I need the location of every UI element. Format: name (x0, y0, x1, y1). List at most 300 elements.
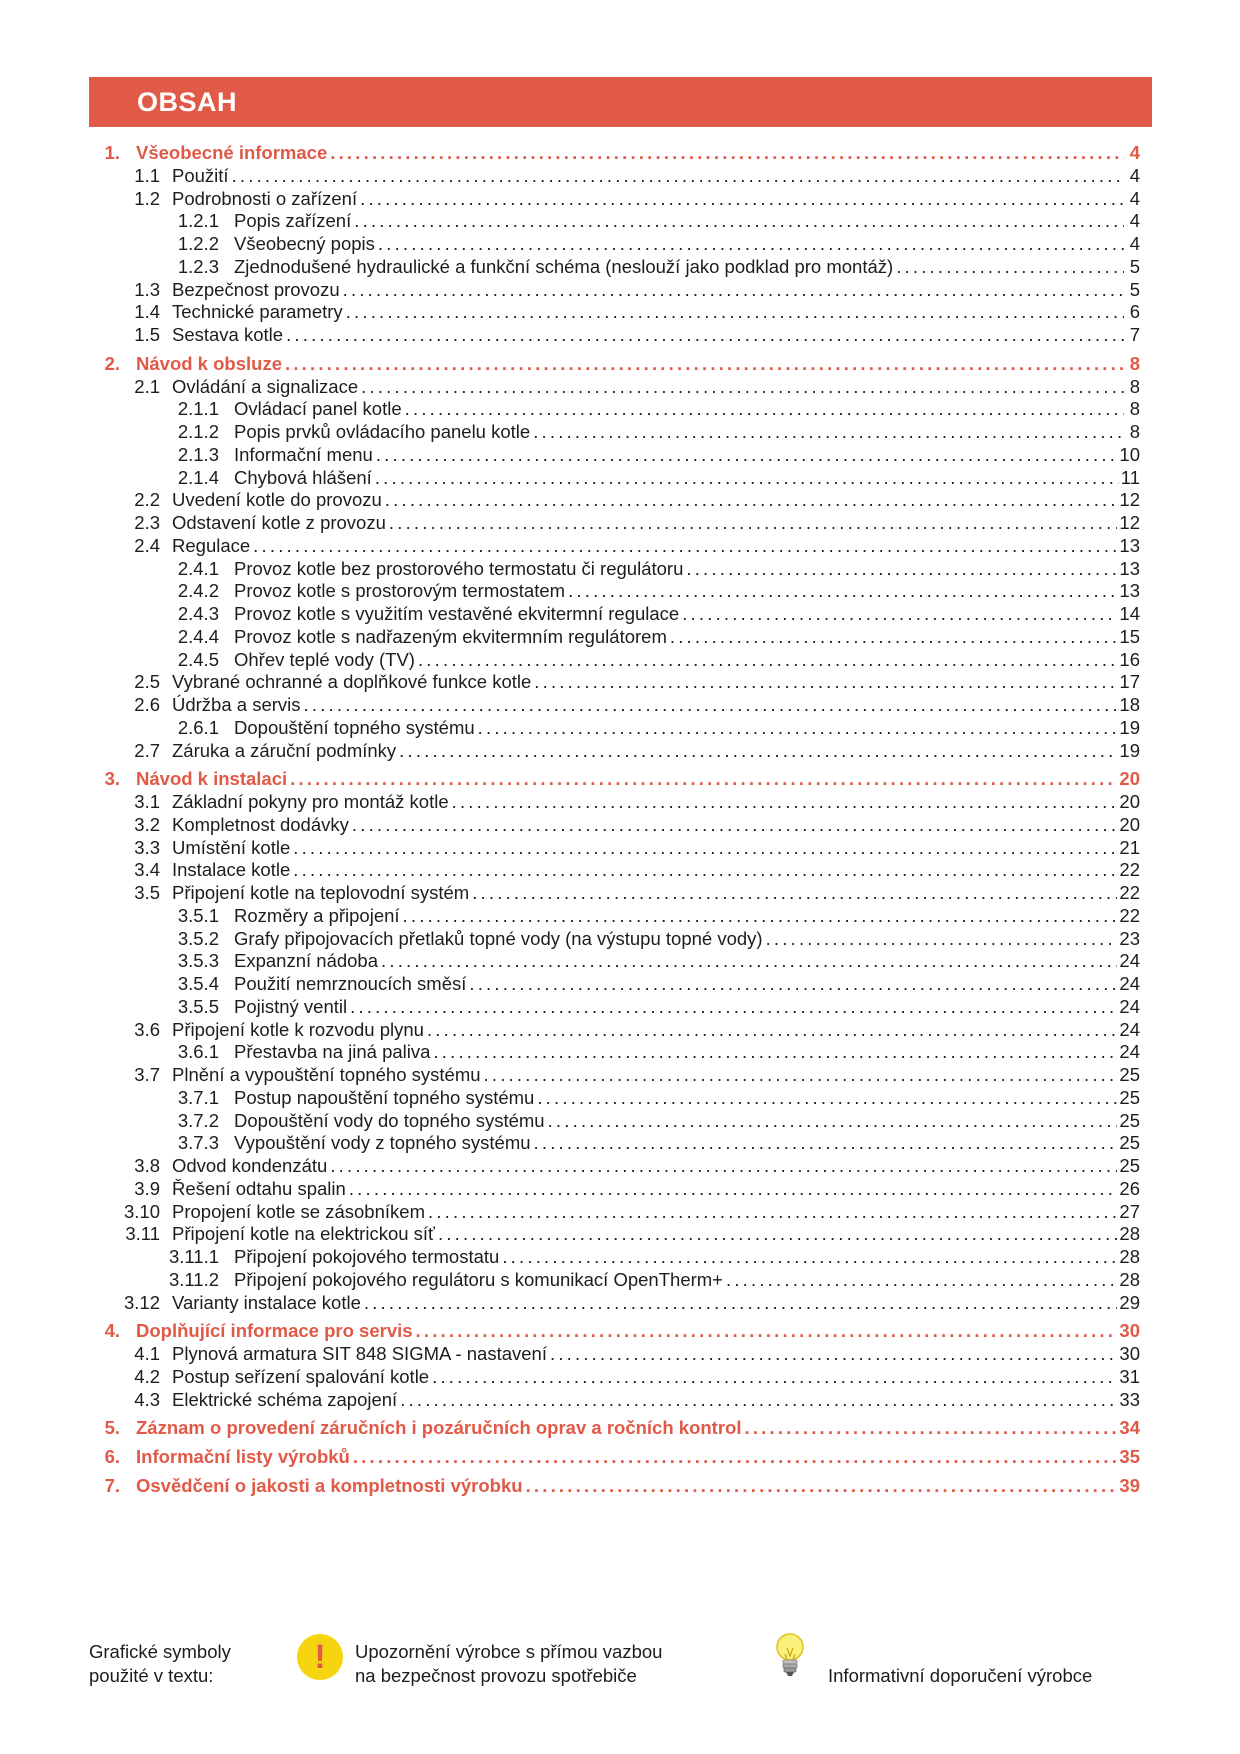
toc-page-number: 4 (1129, 164, 1140, 186)
toc-title: Záznam o provedení záručních i pozáručních oprav a ročních kontrol (136, 1417, 742, 1439)
toc-page-number: 24 (1119, 973, 1140, 994)
toc-row[interactable] (90, 444, 1140, 467)
toc-number: 3.5 (134, 882, 160, 903)
toc-page-number: 10 (1119, 443, 1140, 465)
toc-dot-leader (304, 694, 1118, 717)
warning-legend-text (355, 1640, 662, 1688)
toc-page-number: 28 (1119, 1246, 1140, 1267)
toc-page-number: 12 (1119, 489, 1140, 511)
toc-page-number: 13 (1119, 534, 1140, 556)
toc-title: Provoz kotle s prostorovým termostatem (234, 580, 566, 602)
toc-number: 3.5.5 (177, 995, 219, 1017)
toc-dot-leader (293, 859, 1117, 882)
toc-title: Provoz kotle s využitím vestavěné ekvitermní regulace (234, 603, 680, 624)
toc-number: 3.6.1 (177, 1041, 219, 1063)
toc-row[interactable] (90, 1019, 1140, 1042)
toc-chapter-row[interactable] (90, 1417, 1140, 1440)
toc-title: Zjednodušené hydraulické a funkční schéma (neslouží jako podklad pro montáž) (234, 255, 894, 277)
table-of-contents (90, 142, 1140, 1498)
info-legend-text: Informativní doporučení výrobce (828, 1665, 1093, 1686)
toc-page-number: 8 (1129, 352, 1140, 374)
toc-dot-leader (352, 814, 1118, 837)
toc-dot-leader (375, 467, 1119, 490)
toc-title: Technické parametry (172, 301, 343, 323)
toc-dot-leader (682, 603, 1117, 626)
symbols-legend-label (89, 1640, 289, 1688)
toc-dot-leader (416, 1320, 1118, 1343)
toc-row[interactable] (90, 837, 1140, 860)
toc-page-number: 19 (1119, 716, 1140, 738)
toc-row[interactable] (90, 324, 1140, 347)
toc-page-number: 21 (1119, 836, 1140, 858)
toc-page-number: 8 (1129, 398, 1140, 420)
toc-dot-leader (478, 717, 1118, 740)
toc-title: Návod k obsluze (136, 352, 282, 374)
toc-title: Provoz kotle s nadřazeným ekvitermním regulátorem (234, 625, 667, 647)
toc-title: Elektrické schéma zapojení (172, 1388, 398, 1410)
toc-page-number: 4 (1129, 187, 1140, 209)
toc-row[interactable] (90, 1201, 1140, 1224)
toc-page-number: 19 (1119, 739, 1140, 761)
toc-dot-leader (418, 649, 1117, 672)
toc-dot-leader (472, 882, 1117, 905)
toc-row[interactable] (90, 996, 1140, 1019)
toc-number: 3.12 (123, 1291, 160, 1313)
toc-page-number: 22 (1119, 859, 1140, 881)
toc-row[interactable] (90, 671, 1140, 694)
toc-dot-leader (285, 353, 1124, 376)
toc-number: 3.6 (134, 1018, 160, 1040)
toc-page-number: 35 (1119, 1446, 1140, 1467)
toc-number: 2.2 (134, 489, 160, 511)
toc-title: Připojení kotle na teplovodní systém (172, 882, 470, 903)
toc-number: 2.1.3 (177, 443, 219, 465)
toc-dot-leader (353, 1446, 1118, 1469)
toc-page-number: 8 (1129, 375, 1140, 397)
toc-title: Postup seřízení spalování kotle (172, 1365, 430, 1387)
toc-page-number: 14 (1119, 603, 1140, 624)
toc-dot-leader (403, 905, 1118, 928)
toc-title: Ovládací panel kotle (234, 398, 402, 420)
toc-row[interactable] (90, 301, 1140, 324)
toc-title: Plynová armatura SIT 848 SIGMA - nastavení (172, 1343, 547, 1364)
toc-dot-leader (550, 1343, 1117, 1366)
toc-dot-leader (350, 996, 1117, 1019)
toc-dot-leader (385, 489, 1118, 512)
toc-row[interactable] (90, 467, 1140, 490)
toc-title: Popis prvků ovládacího panelu kotle (234, 421, 531, 442)
toc-number: 2.5 (134, 671, 160, 693)
toc-number: 3.7 (134, 1064, 160, 1085)
contents-header-bar (89, 77, 1152, 127)
toc-number: 2.3 (134, 512, 160, 533)
toc-number: 3.10 (123, 1200, 160, 1222)
toc-row[interactable] (90, 694, 1140, 717)
toc-number: 4.3 (134, 1388, 160, 1410)
toc-row[interactable] (90, 1366, 1140, 1389)
toc-dot-leader (364, 1292, 1118, 1315)
toc-row[interactable] (90, 882, 1140, 905)
toc-number: 7. (104, 1474, 120, 1496)
toc-number: 3.1 (134, 791, 160, 812)
toc-dot-leader (896, 256, 1124, 279)
toc-row[interactable] (90, 210, 1140, 233)
toc-chapter-row[interactable] (90, 1475, 1140, 1498)
toc-title: Informační menu (234, 443, 373, 465)
toc-chapter-row[interactable] (90, 1320, 1140, 1343)
toc-row[interactable] (90, 905, 1140, 928)
toc-page-number: 15 (1119, 625, 1140, 647)
toc-title: Doplňující informace pro servis (136, 1320, 413, 1342)
toc-title: Ohřev teplé vody (TV) (234, 648, 415, 670)
toc-dot-leader (534, 1132, 1118, 1155)
toc-dot-leader (330, 142, 1124, 165)
toc-row[interactable] (90, 535, 1140, 558)
toc-row[interactable] (90, 398, 1140, 421)
toc-dot-leader (286, 324, 1124, 347)
toc-number: 2.7 (134, 739, 160, 761)
toc-page-number: 25 (1119, 1109, 1140, 1131)
toc-row[interactable] (90, 1041, 1140, 1064)
toc-number: 3.7.1 (177, 1086, 219, 1108)
toc-dot-leader (389, 512, 1118, 535)
toc-number: 3.5.2 (177, 927, 219, 949)
toc-number: 2.1.1 (177, 398, 219, 420)
toc-page-number: 34 (1119, 1417, 1140, 1439)
toc-dot-leader (670, 626, 1118, 649)
toc-title: Chybová hlášení (234, 466, 372, 488)
toc-page-number: 30 (1119, 1320, 1140, 1342)
toc-page-number: 25 (1119, 1155, 1140, 1176)
toc-dot-leader (548, 1110, 1118, 1133)
toc-dot-leader (502, 1246, 1117, 1269)
toc-dot-leader (533, 421, 1124, 444)
toc-number: 3.2 (134, 813, 160, 835)
toc-dot-leader (484, 1064, 1118, 1087)
toc-title: Expanzní nádoba (234, 950, 379, 972)
toc-row[interactable] (90, 1087, 1140, 1110)
toc-number: 2.4.4 (177, 625, 219, 647)
toc-number: 2.1.4 (177, 466, 219, 488)
toc-number: 3.5.4 (177, 973, 219, 994)
toc-page-number: 28 (1119, 1268, 1140, 1290)
toc-number: 2.1 (134, 375, 160, 397)
toc-title: Vypouštění vody z topného systému (234, 1132, 531, 1154)
toc-dot-leader (427, 1019, 1117, 1042)
toc-dot-leader (381, 950, 1117, 973)
toc-page-number: 5 (1129, 278, 1140, 300)
toc-title: Plnění a vypouštění topného systému (172, 1064, 481, 1085)
toc-dot-leader (346, 301, 1124, 324)
toc-title: Údržba a servis (172, 694, 301, 715)
toc-dot-leader (330, 1155, 1117, 1178)
toc-title: Popis zařízení (234, 210, 352, 232)
toc-row[interactable] (90, 279, 1140, 302)
toc-title: Postup napouštění topného systému (234, 1086, 535, 1108)
toc-dot-leader (405, 398, 1124, 421)
toc-number: 3.8 (134, 1155, 160, 1176)
toc-row[interactable] (90, 188, 1140, 211)
toc-title: Základní pokyny pro montáž kotle (172, 791, 449, 812)
toc-page-number: 11 (1120, 466, 1140, 488)
exclamation-icon: ! (297, 1634, 343, 1680)
toc-title: Rozměry a připojení (234, 904, 400, 926)
toc-title: Instalace kotle (172, 859, 291, 881)
toc-number: 3.5.3 (177, 950, 219, 972)
legend-label-line2: použité v textu: (89, 1665, 214, 1686)
toc-title: Odvod kondenzátu (172, 1155, 328, 1176)
toc-chapter-row[interactable] (90, 353, 1140, 376)
lightbulb-icon (772, 1630, 808, 1686)
toc-page-number: 29 (1119, 1291, 1140, 1313)
toc-title: Připojení pokojového termostatu (234, 1246, 500, 1267)
toc-dot-leader (432, 1366, 1117, 1389)
toc-number: 3.11.2 (168, 1268, 219, 1290)
toc-row[interactable] (90, 950, 1140, 973)
warning-line2: na bezpečnost provozu spotřebiče (355, 1665, 637, 1686)
toc-row[interactable] (90, 603, 1140, 626)
toc-row[interactable] (90, 859, 1140, 882)
toc-title: Použití nemrznoucích směsí (234, 973, 467, 994)
toc-number: 1. (104, 142, 120, 163)
toc-row[interactable] (90, 717, 1140, 740)
legend-label-line1: Grafické symboly (89, 1641, 231, 1662)
toc-number: 1.3 (134, 278, 160, 300)
toc-dot-leader (349, 1178, 1118, 1201)
toc-number: 1.2.1 (177, 210, 219, 232)
toc-number: 2.4.1 (177, 557, 219, 579)
toc-dot-leader (376, 444, 1118, 467)
toc-title: Všeobecný popis (234, 233, 375, 254)
toc-dot-leader (438, 1223, 1117, 1246)
toc-dot-leader (428, 1201, 1117, 1224)
toc-row[interactable] (90, 1389, 1140, 1412)
toc-dot-leader (744, 1417, 1117, 1440)
toc-dot-leader (686, 558, 1117, 581)
toc-row[interactable] (90, 558, 1140, 581)
toc-row[interactable] (90, 973, 1140, 996)
toc-page-number: 22 (1119, 882, 1140, 903)
toc-row[interactable] (90, 165, 1140, 188)
toc-dot-leader (452, 791, 1118, 814)
toc-title: Podrobnosti o zařízení (172, 187, 358, 209)
toc-row[interactable] (90, 1292, 1140, 1315)
toc-page-number: 25 (1119, 1064, 1140, 1085)
toc-title: Grafy připojovacích přetlaků topné vody (na výstupu topné vody) (234, 927, 763, 949)
toc-page-number: 24 (1119, 1018, 1140, 1040)
toc-dot-leader (253, 535, 1117, 558)
toc-page-number: 23 (1119, 927, 1140, 949)
toc-row[interactable] (90, 1178, 1140, 1201)
toc-page-number: 4 (1129, 233, 1140, 254)
toc-page-number: 39 (1119, 1474, 1140, 1496)
toc-dot-leader (568, 580, 1117, 603)
toc-number: 4. (104, 1320, 120, 1342)
toc-number: 1.5 (134, 324, 160, 345)
toc-page-number: 13 (1119, 557, 1140, 579)
toc-row[interactable] (90, 626, 1140, 649)
toc-title: Bezpečnost provozu (172, 278, 340, 300)
toc-row[interactable] (90, 421, 1140, 444)
toc-row[interactable] (90, 1223, 1140, 1246)
toc-page-number: 31 (1119, 1365, 1140, 1387)
toc-title: Pojistný ventil (234, 995, 348, 1017)
toc-dot-leader (378, 233, 1124, 256)
toc-row[interactable] (90, 1155, 1140, 1178)
toc-number: 1.4 (134, 301, 160, 323)
toc-title: Záruka a záruční podmínky (172, 739, 397, 761)
toc-title: Návod k instalaci (136, 768, 288, 790)
toc-number: 3. (104, 768, 120, 790)
toc-row[interactable] (90, 580, 1140, 603)
toc-number: 3.11 (125, 1223, 160, 1245)
toc-number: 4.1 (134, 1343, 160, 1364)
toc-dot-leader (526, 1475, 1118, 1498)
toc-number: 6. (104, 1446, 120, 1467)
toc-dot-leader (726, 1269, 1117, 1292)
toc-dot-leader (232, 165, 1124, 188)
toc-page-number: 7 (1129, 324, 1140, 345)
toc-page-number: 24 (1119, 950, 1140, 972)
toc-chapter-row[interactable] (90, 1446, 1140, 1469)
toc-dot-leader (290, 768, 1117, 791)
toc-title: Kompletnost dodávky (172, 813, 349, 835)
toc-title: Sestava kotle (172, 324, 284, 345)
toc-dot-leader (766, 928, 1118, 951)
toc-chapter-row[interactable] (90, 142, 1140, 165)
toc-dot-leader (343, 279, 1124, 302)
toc-number: 2.4.2 (177, 580, 219, 602)
toc-title: Připojení kotle na elektrickou síť (172, 1223, 435, 1245)
toc-title: Informační listy výrobků (136, 1446, 350, 1467)
toc-page-number: 12 (1119, 512, 1140, 533)
toc-title: Použití (172, 164, 229, 186)
toc-dot-leader (361, 376, 1124, 399)
toc-page-number: 22 (1119, 904, 1140, 926)
toc-row[interactable] (90, 814, 1140, 837)
toc-page-number: 25 (1119, 1086, 1140, 1108)
toc-title: Všeobecné informace (136, 142, 328, 163)
toc-title: Varianty instalace kotle (172, 1291, 361, 1313)
toc-title: Přestavba na jiná paliva (234, 1041, 431, 1063)
toc-dot-leader (399, 740, 1117, 763)
toc-row[interactable] (90, 1132, 1140, 1155)
toc-row[interactable] (90, 1246, 1140, 1269)
toc-page-number: 33 (1119, 1388, 1140, 1410)
toc-page-number: 16 (1119, 648, 1140, 670)
toc-title: Osvědčení o jakosti a kompletnosti výrobku (136, 1474, 523, 1496)
toc-number: 2. (104, 352, 120, 374)
toc-page-number: 24 (1119, 1041, 1140, 1063)
toc-row[interactable] (90, 1343, 1140, 1366)
toc-page-number: 4 (1129, 210, 1140, 232)
toc-number: 2.4 (134, 534, 160, 556)
toc-page-number: 6 (1129, 301, 1140, 323)
toc-row[interactable] (90, 791, 1140, 814)
toc-row[interactable] (90, 649, 1140, 672)
toc-row[interactable] (90, 376, 1140, 399)
toc-row[interactable] (90, 1269, 1140, 1292)
toc-title: Vybrané ochranné a doplňkové funkce kotle (172, 671, 532, 693)
toc-row[interactable] (90, 512, 1140, 535)
toc-page-number: 13 (1119, 580, 1140, 602)
toc-page-number: 20 (1119, 768, 1140, 790)
toc-dot-leader (360, 188, 1124, 211)
toc-number: 3.11.1 (168, 1246, 219, 1267)
toc-number: 1.1 (134, 164, 160, 186)
warning-line1: Upozornění výrobce s přímou vazbou (355, 1641, 663, 1662)
toc-row[interactable] (90, 256, 1140, 279)
toc-row[interactable] (90, 1064, 1140, 1087)
toc-page-number: 5 (1129, 255, 1140, 277)
toc-title: Regulace (172, 534, 251, 556)
toc-title: Připojení pokojového regulátoru s komunikací OpenTherm+ (234, 1268, 723, 1290)
toc-dot-leader (534, 671, 1117, 694)
toc-dot-leader (469, 973, 1117, 996)
toc-number: 3.9 (134, 1177, 160, 1199)
toc-page-number: 20 (1119, 813, 1140, 835)
toc-number: 3.5.1 (177, 904, 219, 926)
toc-title: Propojení kotle se zásobníkem (172, 1200, 425, 1222)
toc-page-number: 24 (1119, 995, 1140, 1017)
toc-row[interactable] (90, 489, 1140, 512)
toc-number: 2.4.3 (177, 603, 219, 624)
toc-title: Dopouštění topného systému (234, 716, 475, 738)
toc-number: 2.4.5 (177, 648, 219, 670)
toc-page-number: 18 (1119, 694, 1140, 715)
toc-number: 5. (104, 1417, 120, 1439)
toc-page-number: 25 (1119, 1132, 1140, 1154)
toc-title: Uvedení kotle do provozu (172, 489, 382, 511)
toc-number: 3.4 (134, 859, 160, 881)
toc-page-number: 20 (1119, 791, 1140, 812)
toc-number: 1.2.2 (177, 233, 219, 254)
toc-page-number: 26 (1119, 1177, 1140, 1199)
toc-page-number: 8 (1129, 421, 1140, 442)
toc-title: Umístění kotle (172, 836, 291, 858)
toc-title: Odstavení kotle z provozu (172, 512, 386, 533)
toc-title: Dopouštění vody do topného systému (234, 1109, 545, 1131)
toc-dot-leader (537, 1087, 1117, 1110)
toc-page-number: 4 (1129, 142, 1140, 163)
toc-title: Ovládání a signalizace (172, 375, 359, 397)
toc-page-number: 17 (1119, 671, 1140, 693)
toc-row[interactable] (90, 928, 1140, 951)
toc-row[interactable] (90, 740, 1140, 763)
toc-page-number: 28 (1119, 1223, 1140, 1245)
toc-dot-leader (433, 1041, 1117, 1064)
toc-row[interactable] (90, 233, 1140, 256)
toc-number: 2.6 (134, 694, 160, 715)
toc-number: 2.6.1 (177, 716, 219, 738)
toc-number: 2.1.2 (177, 421, 219, 442)
toc-chapter-row[interactable] (90, 768, 1140, 791)
toc-row[interactable] (90, 1110, 1140, 1133)
toc-page-number: 27 (1119, 1200, 1140, 1222)
toc-dot-leader (354, 210, 1124, 233)
toc-page-number: 30 (1119, 1343, 1140, 1364)
toc-dot-leader (400, 1389, 1117, 1412)
page-title: OBSAH (137, 86, 238, 117)
toc-title: Provoz kotle bez prostorového termostatu či regulátoru (234, 557, 684, 579)
toc-title: Připojení kotle k rozvodu plynu (172, 1018, 424, 1040)
toc-dot-leader (293, 837, 1117, 860)
toc-number: 1.2 (134, 187, 160, 209)
toc-number: 3.7.3 (177, 1132, 219, 1154)
toc-number: 3.3 (134, 836, 160, 858)
toc-number: 4.2 (134, 1365, 160, 1387)
toc-title: Řešení odtahu spalin (172, 1177, 346, 1199)
